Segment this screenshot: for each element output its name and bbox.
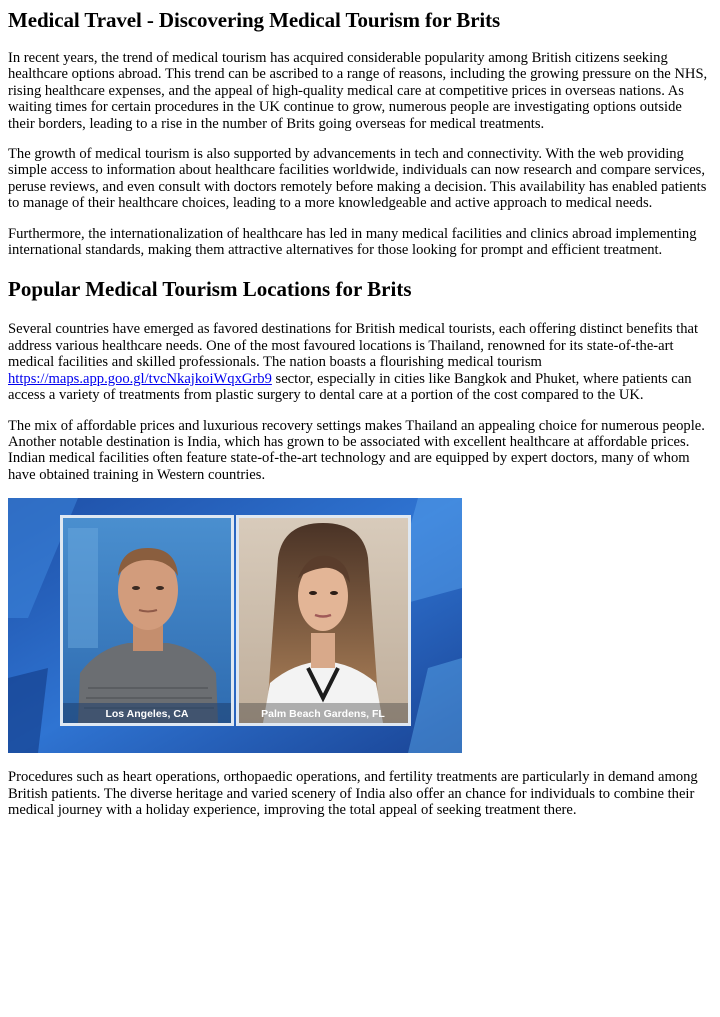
right-caption: Palm Beach Gardens, FL — [261, 708, 385, 721]
woman-eye-right — [330, 591, 338, 595]
intro-paragraph-1: In recent years, the trend of medical tourism has acquired considerable popularity among British citizens seeking healthcare options abroad. This trend can be ascribed to a range of reasons, including the growing pressure on the NHS, rising healthcare expenses, and the appeal of high-quality medical care at competitive prices in overseas nations. As waiting times for certain procedures in the UK continue to grow, numerous people are investigating options outside their borders, leading to a rise in the number of Brits going overseas for medical treatments. — [8, 50, 708, 132]
woman-neck — [311, 633, 335, 668]
procedures-paragraph: Procedures such as heart operations, orthopaedic operations, and fertility treatments are particularly in demand among British patients. The diverse heritage and varied scenery of India also offer an chance for individuals to combine their medical journey with a holiday experience, improving the total appeal of seeking treatment there. — [8, 769, 698, 818]
section-heading: Popular Medical Tourism Locations for Brits — [8, 277, 412, 302]
maps-link[interactable]: https://maps.app.goo.gl/tvcNkajkoiWqxGrb9 — [8, 370, 272, 387]
left-studio-light — [68, 528, 98, 648]
man-eye-right — [156, 586, 164, 590]
intro-paragraph-3: Furthermore, the internationalization of healthcare has led in many medical facilities and clinics abroad implementing international standards, making them attractive alternatives for those looking for prompt and efficient treatment. — [8, 225, 697, 259]
man-eye-left — [132, 586, 140, 590]
locations-text-before-link: Several countries have emerged as favored destinations for British medical tourists, each offering distinct benefits that address various healthcare needs. One of the most favoured locations is Thailand, renowned for its state-of-the-art medical facilities and skilled professionals. The nation boasts a flourishing medical tourism — [8, 321, 699, 371]
locations-text-after-link: sector, especially in cities like Bangkok and Phuket, where patients can access a variety of treatments from plastic surgery to dental care at a portion of the cost compared to the UK. — [8, 370, 692, 404]
intro-paragraph-2: The growth of medical tourism is also supported by advancements in tech and connectivity. With the web providing simple access to information about healthcare facilities worldwide, individuals can now research and compare services, peruse reviews, and even consult with doctors remotely before making a decision. This availability has enabled patients to manage of their healthcare choices, leading to a more knowledgeable and active approach to medical needs. — [8, 146, 707, 212]
left-caption: Los Angeles, CA — [105, 708, 189, 721]
news-split-screen-image — [8, 498, 462, 753]
locations-paragraph — [8, 321, 712, 403]
india-paragraph: The mix of affordable prices and luxurious recovery settings makes Thailand an appealing choice for numerous people. Another notable destination is India, which has grown to be associated with excellent healthcare at affordable prices. Indian medical facilities often feature state-of-the-art technology and are equipped by expert doctors, many of whom have obtained training in Western countries. — [8, 417, 705, 483]
woman-eye-left — [309, 591, 317, 595]
page-title: Medical Travel - Discovering Medical Tourism for Brits — [8, 8, 501, 32]
